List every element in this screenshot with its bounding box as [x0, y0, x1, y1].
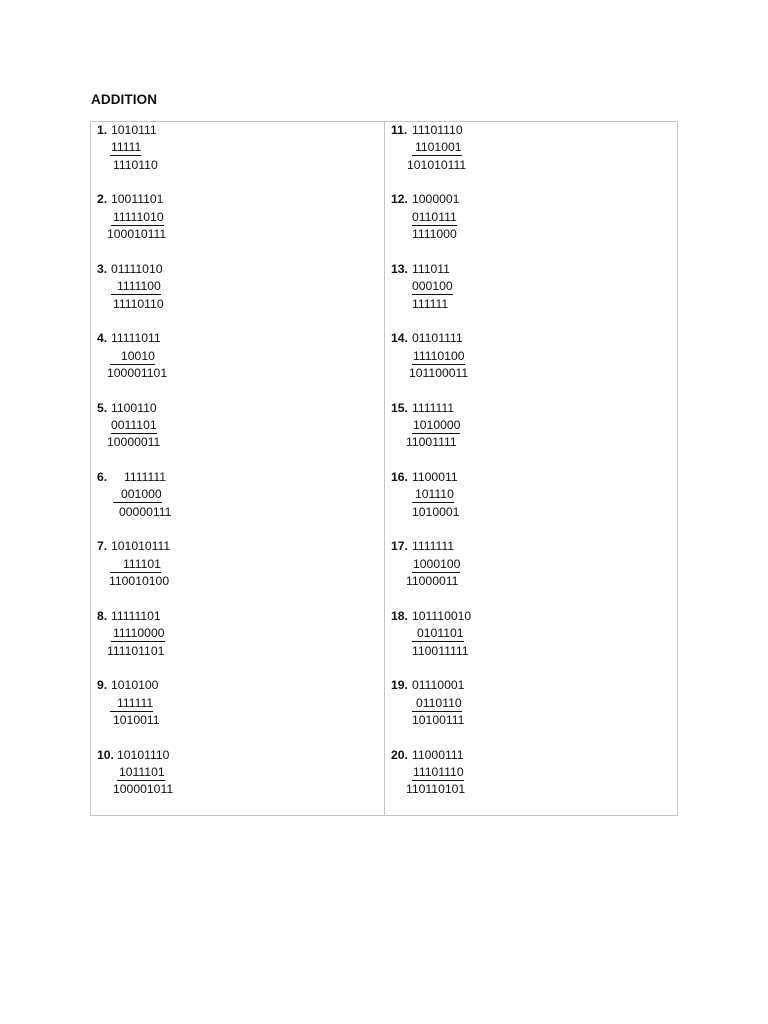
second-operand: 000100	[412, 279, 453, 294]
first-operand: 1111111	[124, 470, 167, 484]
sum-result: 11110110	[113, 296, 164, 311]
sum-result: 1010001	[412, 504, 460, 519]
column-right	[385, 122, 677, 815]
second-operand: 101110	[412, 486, 454, 503]
first-operand: 10101110	[117, 747, 170, 762]
first-operand: 1100110	[111, 400, 157, 415]
problem-number: 18.	[391, 608, 408, 623]
sum-result: 110110101	[406, 782, 466, 797]
second-operand: 11110100	[413, 348, 465, 363]
page-title: ADDITION	[91, 92, 158, 107]
first-operand: 111011	[412, 261, 450, 276]
second-operand: 11111	[111, 140, 142, 155]
problem-number: 6.	[97, 470, 108, 484]
problem-number: 1.	[97, 123, 108, 137]
first-operand: 1010100	[111, 678, 159, 693]
sum-result: 110011111	[412, 643, 469, 658]
problem-number: 4.	[97, 331, 108, 346]
sum-result: 1110110	[113, 157, 158, 172]
problem-number: 17.	[391, 539, 408, 554]
sum-result: 101100011	[409, 365, 469, 380]
second-operand: 001000	[113, 486, 162, 503]
problem-number: 5.	[97, 400, 108, 415]
sum-result: 100001101	[107, 365, 168, 380]
sum-result: 1111000	[412, 227, 457, 242]
problem-number: 14.	[391, 331, 408, 346]
problem-number: 13.	[391, 261, 408, 276]
second-operand: 11101110	[413, 764, 464, 779]
problem-number: 20.	[391, 747, 408, 762]
problem-number: 16.	[391, 470, 408, 484]
problem-number: 12.	[391, 192, 408, 207]
sum-result: 11001111	[406, 435, 457, 450]
problem-number: 9.	[97, 678, 108, 693]
first-operand: 01110001	[412, 678, 465, 693]
first-operand: 1111111	[412, 539, 455, 554]
first-operand: 11101110	[412, 123, 463, 137]
second-operand: 1011101	[119, 764, 165, 779]
problem-number: 8.	[97, 608, 108, 623]
sum-result: 111111	[412, 296, 449, 311]
problem-number: 19.	[391, 678, 408, 693]
first-operand: 1111111	[412, 400, 455, 415]
sum-result: 101010111	[407, 157, 467, 172]
sum-result: 1010011	[113, 712, 160, 727]
second-operand: 111101	[110, 556, 161, 573]
problem-number: 7.	[97, 539, 108, 554]
second-operand: 10010	[110, 348, 155, 365]
sum-result: 11000011	[406, 574, 459, 589]
problem-number: 3.	[97, 261, 108, 276]
second-operand: 0101101	[412, 625, 464, 642]
second-operand: 11111010	[113, 209, 164, 224]
first-operand: 11111101	[111, 608, 161, 623]
second-operand: 1101001	[412, 139, 462, 156]
first-operand: 1010111	[111, 123, 157, 137]
sum-result: 100001011	[113, 782, 174, 797]
first-operand: 11111011	[111, 331, 161, 346]
second-operand: 1010000	[413, 417, 461, 432]
sum-result: 10000011	[107, 435, 161, 450]
sum-result: 110010100	[109, 574, 170, 589]
column-left	[91, 122, 385, 815]
sum-result: 100010111	[107, 227, 167, 242]
second-operand: 11110000	[113, 626, 165, 641]
first-operand: 1100011	[412, 470, 458, 484]
second-operand: 0110111	[412, 209, 457, 224]
first-operand: 101110010	[412, 608, 472, 623]
first-operand: 01101111	[412, 331, 463, 346]
first-operand: 10011101	[111, 192, 164, 207]
second-operand: 1111100	[111, 278, 161, 295]
first-operand: 11000111	[412, 747, 464, 762]
first-operand: 01111010	[111, 261, 163, 276]
problem-number: 2.	[97, 192, 108, 207]
first-operand: 1000001	[412, 192, 460, 207]
problem-number: 10.	[97, 747, 114, 762]
second-operand: 0011101	[111, 417, 157, 432]
sum-result: 10100111	[412, 712, 465, 727]
second-operand: 111111	[110, 695, 153, 712]
second-operand: 1000100	[413, 556, 461, 571]
addition-table	[90, 121, 678, 816]
second-operand: 0110110	[412, 695, 462, 712]
sum-result: 111101101	[107, 643, 165, 658]
problem-number: 15.	[391, 400, 408, 415]
problem-number: 11.	[391, 123, 408, 137]
sum-result: 00000111	[119, 504, 172, 519]
first-operand: 101010111	[111, 539, 171, 554]
